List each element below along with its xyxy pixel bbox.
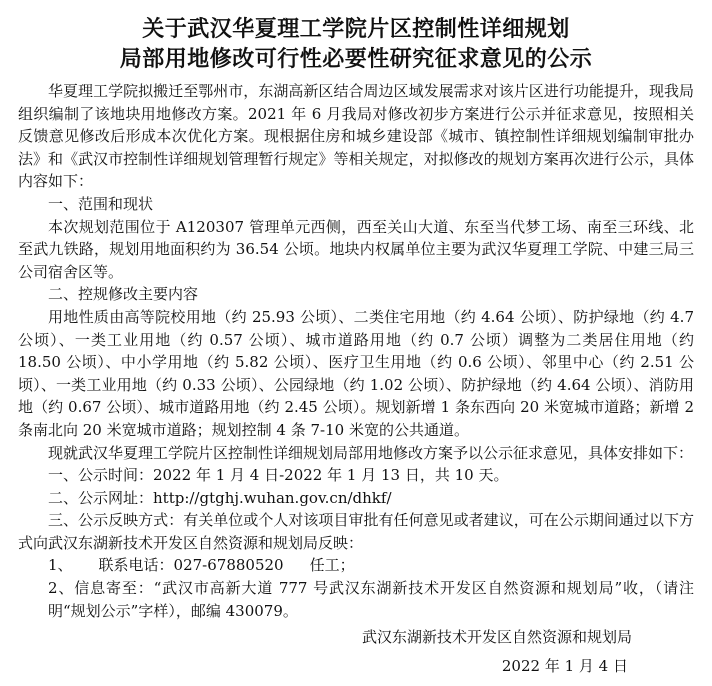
- contact-mail: [18, 577, 694, 622]
- contact-phone-number-label: 1、: [48, 556, 73, 575]
- issuer-signature: 武汉东湖新技术开发区自然资源和规划局: [361, 628, 632, 646]
- notice-intro-paragraph: 现就武汉华夏理工学院片区控制性详细规划局部用地修改方案予以公示征求意见，具体安排如下：: [48, 443, 694, 462]
- item-notice-time: 一、公示时间：2022 年 1 月 4 日-2022 年 1 月 13 日，共 10 天。: [48, 466, 509, 485]
- notice-body: [18, 80, 694, 622]
- item-notice-url[interactable]: 二、公示网址：http://gtghj.wuhan.gov.cn/dhkf/: [48, 488, 392, 507]
- contact-mail-number-label: 2、: [48, 579, 75, 598]
- contact-phone-text: 联系电话：027-67880520: [98, 556, 284, 575]
- contact-mail-text: 信息寄至：“武汉市高新大道 777 号武汉东湖新技术开发区自然资源和规划局”收，（请注明“规划公示”字样），邮编 430079。: [48, 579, 694, 620]
- changes-paragraph: 用地性质由高等院校用地（约 25.93 公顷）、二类住宅用地（约 4.64 公顷）、防护绿地（约 4.7 公顷）、一类工业用地（约 0.57 公顷）、城市道路用地（约 0.7 公顷）调整为二类居住用地（约 18.50 公顷）、中小学用地（约 5.82 公顷）、医疗卫生用地（约 0.6 公顷）、邻里中心（约 2.51 公顷）、一类工业用地（约 0.33 公顷）、公园绿地（约 1.02 公顷）、防护绿地（约 4.64 公顷）、消防用地（约 0.67 公顷）、城市道路用地（约 2.45 公顷）。规划新增 1 条东西向 20 米宽城市道路；新增 2 条南北向 20 米宽城市道路；规划控制 4 条 7-10 米宽的公共通道。: [18, 307, 694, 439]
- title-line-2: 局部用地修改可行性必要性研究征求意见的公示: [119, 46, 593, 72]
- title-block: [18, 0, 694, 74]
- scope-paragraph: 本次规划范围位于 A120307 管理单元西侧，西至关山大道、东至当代梦工场、南至三环线、北至武九铁路，规划用地面积约为 36.54 公顷。地块内权属单位主要为武汉华夏理工学院、中建三局三公司宿舍区等。: [18, 217, 694, 281]
- section-heading-scope: 一、范围和现状: [48, 194, 154, 213]
- item-feedback-method: 三、公示反映方式：有关单位或个人对该项目审批有任何意见或者建议，可在公示期间通过以下方式向武汉东湖新技术开发区自然资源和规划局反映：: [18, 511, 694, 552]
- intro-paragraph: 华夏理工学院拟搬迁至鄂州市，东湖高新区结合周边区域发展需求对该片区进行功能提升，现我局组织编制了该地块用地修改方案。2021 年 6 月我局对修改初步方案进行公示并征求意见，按照相关反馈意见修改后形成本次优化方案。现根据住房和城乡建设部《城市、镇控制性详细规划编制审批办法》和《武汉市控制性详细规划管理暂行规定》等相关规定，对拟修改的规划方案再次进行公示，具体内容如下：: [18, 82, 694, 191]
- contact-phone-person: 任工；: [309, 556, 355, 575]
- issue-date: 2022 年 1 月 4 日: [501, 657, 628, 675]
- contact-phone: [18, 554, 694, 577]
- section-heading-changes: 二、控规修改主要内容: [48, 285, 199, 304]
- title-line-1: 关于武汉华夏理工学院片区控制性详细规划: [142, 16, 570, 42]
